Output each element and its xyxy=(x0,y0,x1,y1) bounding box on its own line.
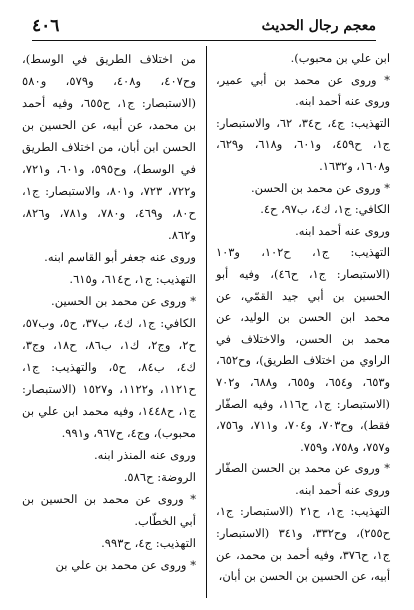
paragraph: * وروى عن محمد بن علي بن xyxy=(55,558,196,572)
header-rule xyxy=(32,40,376,41)
page-header xyxy=(32,14,376,38)
right-column xyxy=(216,48,390,588)
paragraph: التهذيب: ج٤، ح٣٤، ٦٢، والاستبصار: ج١، ح٤٥٩، و٦٠١، و٦١٨، و٦٢٩، و١٦٠٨، و١٦٣٢. xyxy=(216,115,390,173)
paragraph: التهذيب: ج١، ح١٠٢، و١٠٣ (الاستبصار: ج١، ح٤٦)، وفيه أبو الحسين بن أبي جيد القمّي، عن محمد ابن الحسن بن الوليد، عن محمد بن الحسن، والاختلاف في الراوي من اختلاف الطريق)، وح٦٥٢، و٦٥٣، و٦٥٤، و٦٥٥، و٦٨٨، و٧٠٢ (الاستبصار: ج١، ح١١٦، وفيه الصفّار فقط)، وح٧٠٣، و٧٠٤، و٧١١، و٧٥٦، و٧٥٧، و٧٥٨، و٧٥٩. xyxy=(216,245,390,454)
paragraph: ابن علي بن محبوب). xyxy=(290,51,390,65)
paragraph: الكافي: ج١، ك٤، ب٩٧، ح٤. xyxy=(260,202,390,217)
paragraph: * وروى عن محمد بن الحسين بن أبي الخطّاب. xyxy=(22,492,196,528)
paragraph: التهذيب: ج٤، ح٩٩٣. xyxy=(101,536,196,550)
paragraph: التهذيب: ج١، ح٦١٤، و٦١٥. xyxy=(69,272,196,286)
paragraph: * وروى عن محمد بن الحسين. xyxy=(51,294,196,308)
left-column xyxy=(22,48,196,576)
column-divider xyxy=(206,46,207,598)
paragraph: وروى عنه جعفر أبو القاسم ابنه. xyxy=(44,250,196,264)
paragraph: التهذيب: ج١، ح٢١ (الاستبصار: ج١، ح٢٥٥)، وح٣٣٢، و٣٤١ (الاستبصار: ج١، ح٣٧٦، وفيه أحمد بن محمد، عن أبيه، عن الحسين بن الحسن بن أبان، xyxy=(216,504,390,584)
paragraph: وروى عنه أحمد ابنه. xyxy=(295,223,390,238)
paragraph: وروى عنه المنذر ابنه. xyxy=(93,448,196,462)
paragraph: من اختلاف الطريق في الوسط)، وح٤٠٧، و٤٠٨، و٥٧٩، و٥٨٠ (الاستبصار: ج١، ح٦٥٥، وفيه أحمد بن محمد، عن أبيه، عن الحسين بن الحسن ابن أبان، من اختلاف الطريق في الوسط)، وح٥٩٥، و٦٠١، و٧٢١، و٧٢٢، ٧٢٣، و٨٠١، والاستبصار: ج١، ح٨٠، و٤٦٩، و٧٨٠، و٧٨١، و٨٢٦، و٨٦٢. xyxy=(22,52,197,242)
running-title: معجم رجال الحديث xyxy=(261,18,376,34)
paragraph: * وروى عن محمد بن الحسن الصفّار وروى عنه أحمد ابنه. xyxy=(216,461,390,497)
page-number: ٤٠٦ xyxy=(32,16,60,36)
paragraph: * وروى عن محمد بن أبي عمير، وروى عنه أحمد ابنه. xyxy=(216,72,390,109)
paragraph: الروضة: ح٥٨٦. xyxy=(123,470,196,484)
paragraph: الكافي: ج١، ك٤، ب٣٧، ح٥، وب٥٧، ح٢، وج٢، ك١، ب٨٦، ح١٨، وج٣، ك٤، ب٨٤، ح٥، والتهذيب: ج١، ح١١٢١، و١١٢٢، و١٥٢٧ (الاستبصار: ج١، ح١٤٤٨، وفيه محمد ابن علي بن محبوب)، وج٤، ح٩٦٧، و٩٩١. xyxy=(22,316,197,440)
paragraph: * وروى عن محمد بن الحسن. xyxy=(251,180,390,195)
